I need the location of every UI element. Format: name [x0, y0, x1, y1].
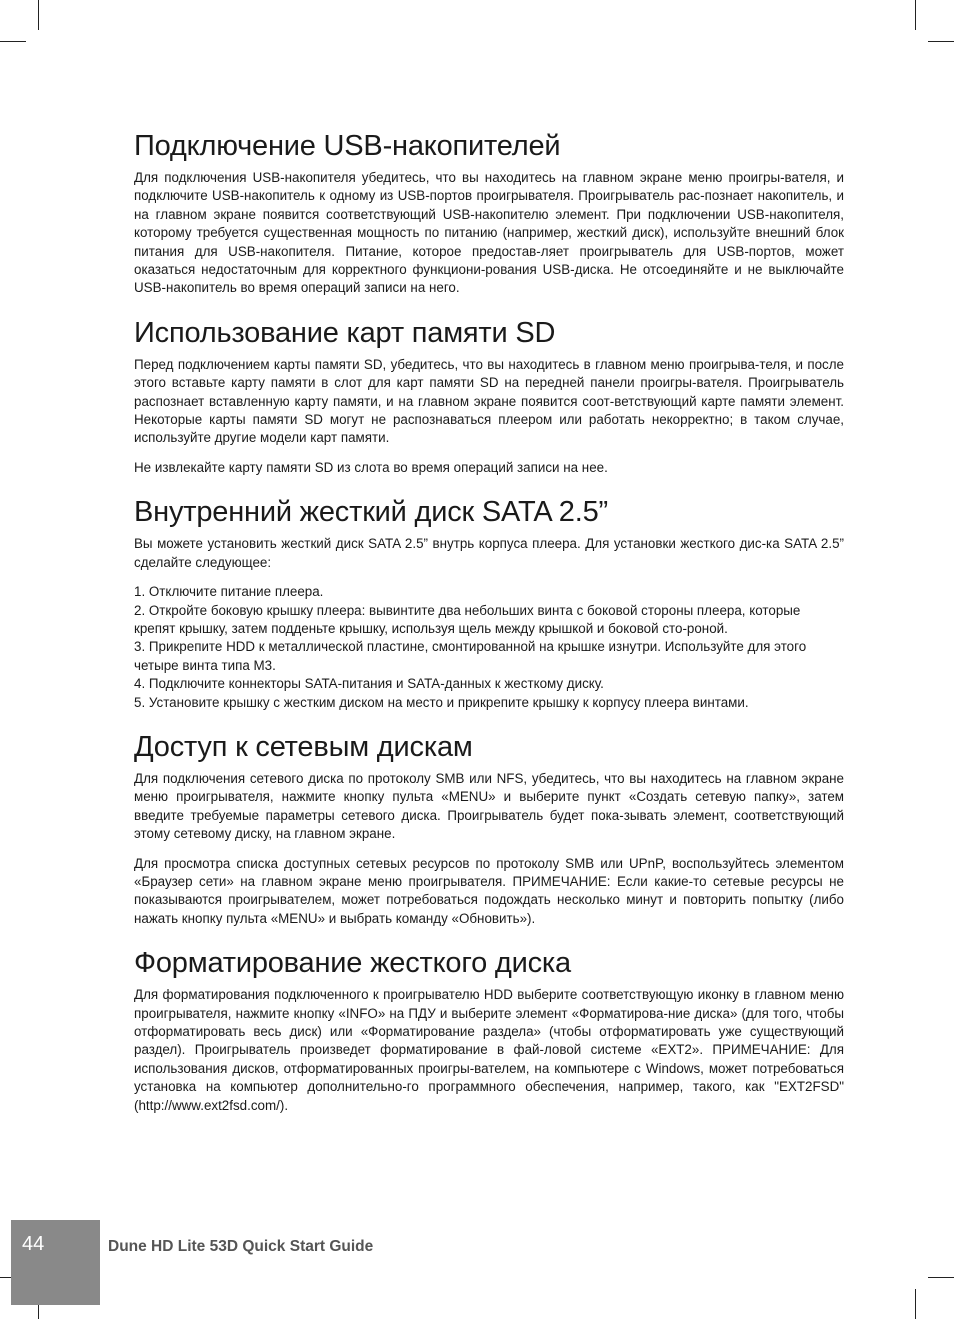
list-item: 4. Подключите коннекторы SATA-питания и SATA-данных к жесткому диску. — [134, 676, 604, 692]
paragraph: Вы можете установить жесткий диск SATA 2.5” внутрь корпуса плеера. Для установки жесткого дис-ка SATA 2.5” сделайте следующее: — [134, 536, 844, 570]
section-sd-card — [134, 314, 844, 477]
section-usb — [134, 127, 844, 298]
page-content — [134, 127, 844, 1115]
paragraph: Для просмотра списка доступных сетевых ресурсов по протоколу SMB или UPnP, воспользуйтесь элементом «Браузер сети» на главном экране меню проигрывателя. ПРИМЕЧАНИЕ: Если какие-то сетевые ресурсы не показываются проигрывателем, может потребоваться подождать несколько минут и повторить попытку (либо нажать кнопку пульта «MENU» и выбрать команду «Обновить»). — [134, 855, 844, 926]
list-item: 5. Установите крышку с жестким диском на место и прикрепите крышку к корпусу плеера винтами. — [134, 694, 749, 710]
list-item: 1. Отключите питание плеера. — [134, 584, 324, 600]
list-item: 3. Прикрепите HDD к металлической пластине, смонтированной на крышке изнутри. Используйте для этого четыре винта типа М3. — [134, 639, 807, 673]
paragraph: Для форматирования подключенного к проигрывателю HDD выберите соответствующую иконку в главном меню проигрывателя, нажмите кнопку «INFO» на ПДУ и выберите элемент «Форматирова-ние диска» (для того, чтобы отформатировать весь диск) или «Форматирование раздела» (чтобы отформатировать уже существующий раздел). Проигрыватель произведет форматирование в фай-ловой системе «EXT2». ПРИМЕЧАНИЕ: Для использования дисков, отформатированных проигры-вателем, на компьютере с Windows, может потребоваться установка на компьютер дополнительно-го программного обеспечения, например, такого, как "EXT2FSD" (http://www.ext2fsd.com/). — [134, 987, 844, 1113]
section-title: Доступ к сетевым дискам — [134, 730, 473, 763]
crop-mark — [915, 1289, 916, 1319]
page-number: 44 — [22, 1233, 45, 1255]
section-title: Подключение USB-накопителей — [134, 130, 561, 162]
section-disk-formatting — [134, 944, 844, 1115]
list-item: 2. Откройте боковую крышку плеера: вывинтите два небольших винта с боковой стороны плеера, которые крепят крышку, затем подденьте крышку, используя щель между крышкой и боковой сто-роной. — [134, 602, 801, 636]
footer-guide-title: Dune HD Lite 53D Quick Start Guide — [108, 1238, 374, 1255]
paragraph: Не извлекайте карту памяти SD из слота во время операций записи на нее. — [134, 459, 608, 475]
crop-mark — [928, 1277, 954, 1278]
crop-mark — [928, 41, 954, 42]
section-title: Использование карт памяти SD — [134, 316, 556, 349]
crop-mark — [915, 0, 916, 30]
crop-mark — [0, 41, 26, 42]
section-title: Внутренний жесткий диск SATA 2.5” — [134, 496, 608, 529]
paragraph: Для подключения сетевого диска по протоколу SMB или NFS, убедитесь, что вы находитесь на главном экране меню проигрывателя, нажмите кнопку пульта «MENU» и выберите пункт «Создать сетевую папку», затем введите требуемые параметры сетевого диска. Проигрыватель будет пока-зывать элемент, соответствующий этому сетевому диску, на главном экране. — [134, 770, 844, 842]
steps-list — [134, 583, 844, 712]
section-title: Форматирование жесткого диска — [134, 947, 571, 980]
paragraph: Перед подключением карты памяти SD, убедитесь, что вы находитесь в главном меню проигрыва-теля, и после этого вставьте карту памяти в слот для карт памяти SD на передней панели проигры-вателя. Проигрыватель распознает вставленную карту памяти, и на главном экране появится соот-ветствующий карте памяти элемент. Некоторые карты памяти SD могут не распознаваться плеером или работать некорректно; в таком случае, используйте другие модели карт памяти. — [134, 356, 844, 446]
paragraph: Для подключения USB-накопителя убедитесь, что вы находитесь на главном экране меню проигры-вателя, и подключите USB-накопитель к одному из USB-портов проигрывателя. Проигрыватель рас-познает накопитель, и на главном экране появится соответствующий USB-накопителю элемент. При подключении USB-накопителя, которому требуется существенная мощность по питанию (например, жесткий диск), используйте внешний блок питания для USB-накопителя. Питание, которое предостав-ляет проигрыватель для USB-портов, может оказаться недостаточным для корректного функциони-рования USB-диска. Не отсоединяйте и не выключайте USB-накопитель во время операций записи на него. — [134, 170, 844, 296]
crop-mark — [38, 0, 39, 30]
section-sata-disk — [134, 493, 844, 712]
section-network-disks — [134, 728, 844, 928]
